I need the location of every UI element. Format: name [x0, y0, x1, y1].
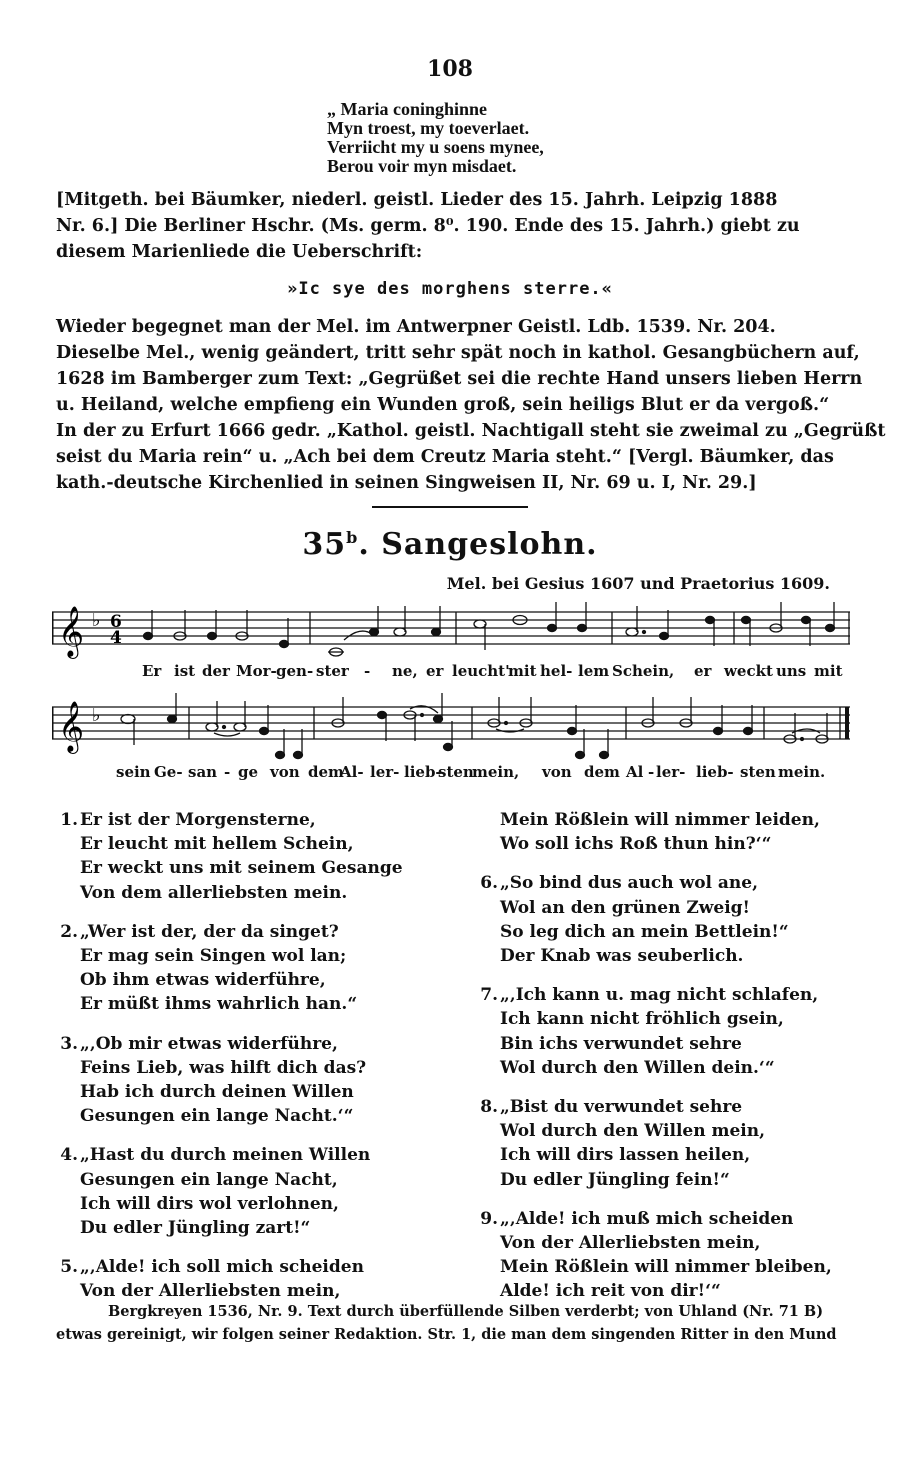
stanza-number: 6. [480, 873, 498, 894]
lyric-syllable: Al- [340, 763, 364, 781]
verse-line: Er mag sein Singen wol lan; [80, 946, 347, 967]
lyric-syllable: - [648, 763, 655, 781]
verse-line: „Bist du verwundet sehre [500, 1097, 743, 1118]
footnote-line: etwas gereinigt, wir folgen seiner Redaktion. Str. 1, die man dem singenden Ritter in den Mund [56, 1326, 837, 1343]
lyric-syllable: Er [142, 662, 162, 680]
lyric-syllable: leucht' [452, 662, 510, 680]
stanza-number [470, 808, 500, 832]
lyric-syllable: gen- [276, 662, 314, 680]
footnote-line: Bergkreyen 1536, Nr. 9. Text durch überfüllende Silben verderbt; von Uhland (Nr. 71 B) [108, 1303, 824, 1320]
page-number: 108 [427, 56, 473, 82]
stanza-number: 5. [60, 1257, 78, 1278]
lyric-syllable: mit [508, 662, 537, 680]
paragraph-line: seist du Maria rein“ u. „Ach bei dem Creutz Maria steht.“ [Vergl. Bäumker, das [56, 447, 834, 467]
lyric-syllable: Al [626, 763, 644, 781]
stanza-number: 2. [60, 921, 78, 942]
stanzas-right-column [470, 808, 860, 1319]
stanza-5 [50, 1255, 430, 1303]
dutch-quote [327, 100, 544, 176]
flat-sign-icon: ♭ [92, 610, 101, 631]
song-number-dot: . [358, 527, 370, 562]
verse-line: So leg dich an mein Bettlein!“ [500, 921, 789, 942]
stanza-number: 1. [60, 810, 78, 830]
stanza-5-continued [470, 808, 860, 856]
lyric-syllable: dem [308, 763, 344, 781]
quote-line: Verriicht my u soens mynee, [327, 137, 544, 157]
stanza-9 [470, 1207, 860, 1304]
verse-line: Wol durch den Willen mein, [500, 1121, 766, 1142]
melody-source: Mel. bei Gesius 1607 und Praetorius 1609. [446, 574, 830, 593]
lyric-syllable: mein. [778, 763, 826, 781]
lyric-syllable: ler- [370, 763, 400, 781]
commentary-paragraph [56, 314, 886, 496]
paragraph-line: u. Heiland, welche empfieng ein Wunden groß, sein heiligs Blut er da vergoß.“ [56, 395, 830, 415]
lyric-syllable: er [694, 662, 712, 680]
verse-line: Wol an den grünen Zweig! [500, 897, 751, 918]
verse-line: Feins Lieb, was hilft dich das? [80, 1057, 367, 1078]
verse-line: Gesungen ein lange Nacht.‘“ [80, 1106, 354, 1127]
lyric-syllable: ster [316, 662, 349, 680]
verse-line: Er leucht mit hellem Schein, [80, 834, 354, 855]
source-paragraph [56, 187, 850, 265]
lyric-syllable: ler- [656, 763, 686, 781]
song-title-text: Sangeslohn. [381, 527, 598, 562]
music-staff-1 [52, 598, 850, 660]
lyric-syllable: sten [740, 763, 776, 781]
time-signature-bottom: 4 [110, 628, 122, 648]
lyric-syllable: von [270, 763, 300, 781]
paragraph-line: In der zu Erfurt 1666 gedr. „Kathol. geistl. Nachtigall steht sie zweimal zu „Gegrüßt [56, 421, 886, 441]
stanza-8 [470, 1095, 860, 1192]
verse-line: Gesungen ein lange Nacht, [80, 1169, 338, 1190]
verse-line: Alde! ich reit von dir!‘“ [500, 1281, 721, 1302]
lyric-syllable: weckt [724, 662, 773, 680]
song-number-superscript: b [346, 528, 359, 547]
quote-line: „ Maria coninghinne [327, 99, 488, 119]
lyric-syllable: lem [578, 662, 610, 680]
lyric-syllable: Schein, [612, 662, 675, 680]
flat-sign-icon: ♭ [92, 705, 101, 726]
lyric-syllable: - [224, 763, 231, 781]
stanza-number: 3. [60, 1033, 78, 1054]
verse-line: „‚Alde! ich soll mich scheiden [80, 1257, 364, 1278]
lyric-syllable: er [426, 662, 444, 680]
stanza-4 [50, 1143, 430, 1240]
lyric-syllable: lieb- [404, 763, 442, 781]
lyric-syllable: ne, [392, 662, 418, 680]
verse-line: „Wer ist der, der da singet? [80, 921, 339, 942]
verse-line: Er müßt ihms wahrlich han.“ [80, 994, 358, 1015]
lyric-syllable: sten [438, 763, 474, 781]
paragraph-line: 1628 im Bamberger zum Text: „Gegrüßet sei die rechte Hand unsers lieben Herrn [56, 369, 863, 389]
paragraph-line: Dieselbe Mel., wenig geändert, tritt sehr spät noch in kathol. Gesangbüchern auf, [56, 343, 860, 363]
stanza-2 [50, 920, 430, 1017]
paragraph-line: Nr. 6.] Die Berliner Hschr. (Ms. germ. 8⁰. 190. Ende des 15. Jahrh.) giebt zu [56, 216, 800, 236]
verse-line: Er ist der Morgensterne, [80, 810, 316, 830]
lyric-syllable: sein [116, 763, 151, 781]
section-divider [372, 506, 528, 508]
lyric-syllable: von [542, 763, 572, 781]
stanza-number: 4. [60, 1145, 78, 1166]
verse-line: Mein Rößlein will nimmer leiden, [500, 810, 820, 830]
inscription-heading: »Ic sye des morghens sterre.« [287, 279, 613, 299]
stanza-6 [470, 871, 860, 968]
song-title [0, 527, 900, 562]
verse-line: Wol durch den Willen dein.‘“ [500, 1057, 775, 1078]
treble-clef-icon: 𝄞 [58, 606, 85, 657]
time-signature-top: 6 [110, 612, 122, 632]
stanza-number: 8. [480, 1097, 498, 1118]
verse-line: Du edler Jüngling fein!“ [500, 1169, 730, 1190]
lyric-syllable: dem [584, 763, 620, 781]
stanza-3 [50, 1032, 430, 1129]
verse-line: Ob ihm etwas widerführe, [80, 970, 326, 991]
lyric-syllable: ge [238, 763, 259, 781]
verse-line: Du edler Jüngling zart!“ [80, 1218, 311, 1239]
lyric-syllable: mein, [472, 763, 520, 781]
verse-line: Von dem allerliebsten mein. [80, 882, 348, 903]
verse-line: Ich will dirs lassen heilen, [500, 1145, 751, 1166]
stanzas-left-column [50, 808, 430, 1319]
paragraph-line: kath.-deutsche Kirchenlied in seinen Singweisen II, Nr. 69 u. I, Nr. 29.] [56, 473, 757, 493]
lyric-syllable: uns [776, 662, 807, 680]
lyric-syllable: mit [814, 662, 843, 680]
verse-line: Ich kann nicht fröhlich gsein, [500, 1009, 784, 1030]
verse-line: Wo soll ichs Roß thun hin?‘“ [500, 834, 772, 855]
verse-line: Der Knab was seuberlich. [500, 946, 744, 967]
quote-line: Berou voir myn misdaet. [327, 156, 517, 176]
lyric-syllable: ist [174, 662, 196, 680]
lyric-syllable: - [364, 662, 371, 680]
stanza-1 [50, 808, 430, 905]
song-number: 35 [302, 527, 347, 562]
lyric-syllable: der [202, 662, 230, 680]
lyric-syllable: lieb- [696, 763, 734, 781]
lyric-syllable: Mor- [236, 662, 277, 680]
stanza-number: 9. [480, 1208, 498, 1229]
stanza-7 [470, 983, 860, 1080]
paragraph-line: [Mitgeth. bei Bäumker, niederl. geistl. Lieder des 15. Jahrh. Leipzig 1888 [56, 190, 778, 210]
verse-line: „Hast du durch meinen Willen [80, 1145, 371, 1166]
stanza-number: 7. [480, 985, 498, 1006]
paragraph-line: diesem Marienliede die Ueberschrift: [56, 242, 423, 262]
verse-line: Mein Rößlein will nimmer bleiben, [500, 1257, 832, 1278]
verse-line: Von der Allerliebsten mein, [500, 1233, 761, 1254]
treble-clef-icon: 𝄞 [58, 701, 85, 752]
lyric-syllable: hel- [540, 662, 573, 680]
quote-line: Myn troest, my toeverlaet. [327, 118, 530, 138]
verse-line: Er weckt uns mit seinem Gesange [80, 858, 403, 879]
verse-line: „‚Ich kann u. mag nicht schlafen, [500, 985, 819, 1006]
paragraph-line: Wieder begegnet man der Mel. im Antwerpner Geistl. Ldb. 1539. Nr. 204. [56, 317, 776, 337]
verse-line: Hab ich durch deinen Willen [80, 1082, 354, 1103]
verse-line: „So bind dus auch wol ane, [500, 873, 759, 894]
verse-line: „‚Alde! ich muß mich scheiden [500, 1208, 794, 1229]
lyric-syllable: san [188, 763, 218, 781]
verse-line: „‚Ob mir etwas widerführe, [80, 1033, 338, 1054]
lyric-syllable: Ge- [154, 763, 183, 781]
verse-line: Von der Allerliebsten mein, [80, 1281, 341, 1302]
footnote [56, 1300, 852, 1346]
verse-line: Ich will dirs wol verlohnen, [80, 1193, 339, 1214]
music-staff-2 [52, 693, 850, 763]
verse-line: Bin ichs verwundet sehre [500, 1033, 742, 1054]
